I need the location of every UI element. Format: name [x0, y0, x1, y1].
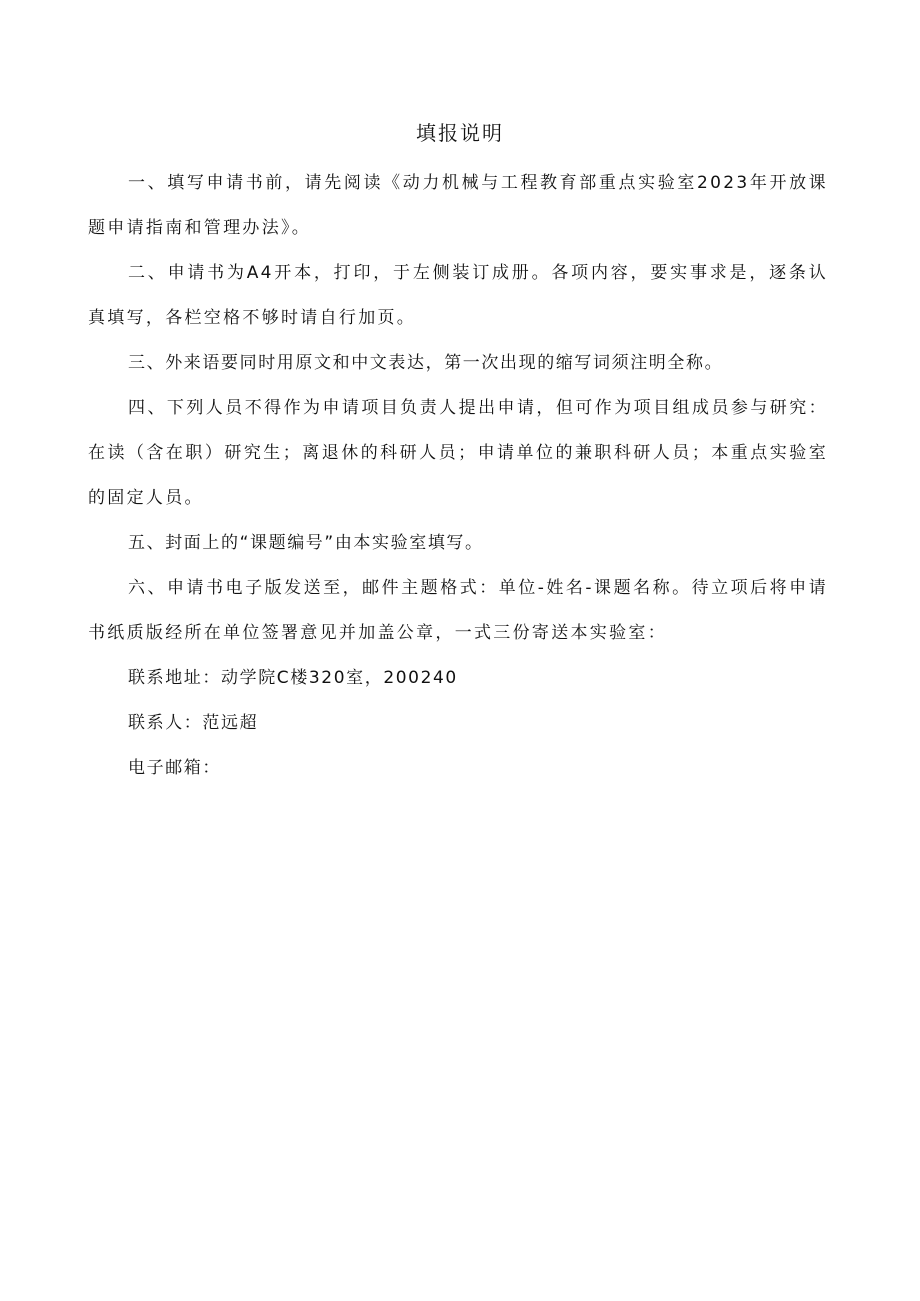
- instruction-5: 五、封面上的“课题编号”由本实验室填写。: [128, 533, 484, 553]
- contact-address: 联系地址：动学院C楼320室，200240: [128, 668, 458, 688]
- instruction-1: 一、填写申请书前，请先阅读《动力机械与工程教育部重点实验室2023年开放课题申请指南和管理办法》。: [88, 173, 828, 238]
- instruction-4: 四、下列人员不得作为申请项目负责人提出申请，但可作为项目组成员参与研究：在读（含在职）研究生；离退休的科研人员；申请单位的兼职科研人员；本重点实验室的固定人员。: [88, 398, 828, 508]
- contact-person: 联系人：范远超: [128, 713, 259, 733]
- instruction-6: 六、申请书电子版发送至，邮件主题格式：单位-姓名-课题名称。待立项后将申请书纸质版经所在单位签署意见并加盖公章，一式三份寄送本实验室：: [88, 578, 828, 643]
- instructions-body: [88, 161, 828, 791]
- page-title: 填报说明: [416, 121, 504, 145]
- instruction-2: 二、申请书为A4开本，打印，于左侧装订成册。各项内容，要实事求是，逐条认真填写，各栏空格不够时请自行加页。: [88, 263, 828, 328]
- instruction-3: 三、外来语要同时用原文和中文表达，第一次出现的缩写词须注明全称。: [128, 353, 724, 373]
- contact-email: 电子邮箱：: [128, 758, 221, 778]
